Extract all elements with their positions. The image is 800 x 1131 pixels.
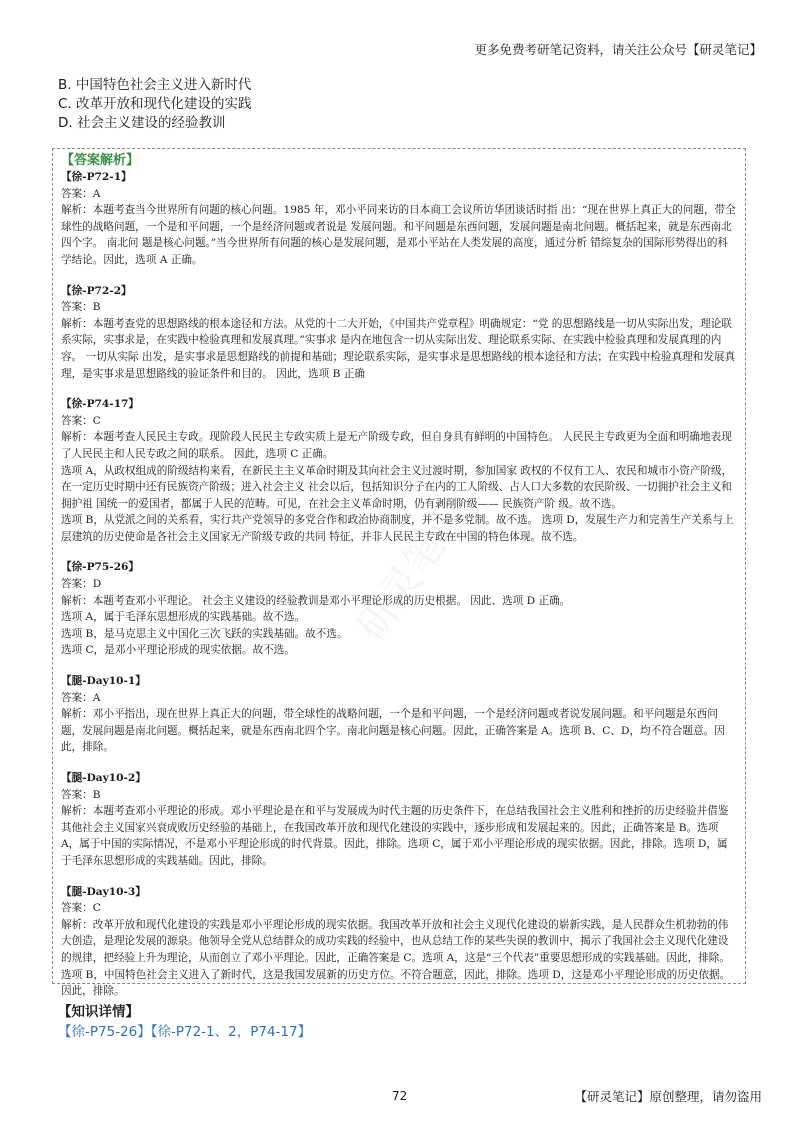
option-b: B. 中国特色社会主义进入新时代 xyxy=(58,77,252,93)
entry-tag: 【徐-P74-17】 xyxy=(61,398,140,411)
entry-paragraph: 选项 B，从党派之间的关系看，实行共产党领导的多党合作和政治协商制度，并不是多党制。故不选。 选项 D，发展生产力和完善生产关系与上层建筑的历史使命是各社会主义国家无产阶级专政的共同 特征，并非人民民主专政在中国的特色体现。故不选。 xyxy=(61,514,734,543)
entry-paragraph: 解析：邓小平指出，现在世界上真正大的问题，带全球性的战略问题，一个是和平问题，一个是经济问题或者说发展问题。和平问题是东西问题，发展问题是南北问题。概括起来，就是东西南北四个字。南北问题是核心问题。因此，正确答案是 A。选项 B、C、D，均不符合题意。因此，排除。 xyxy=(61,708,725,754)
entry-tag: 【腿-Day10-3】 xyxy=(61,885,146,898)
entry-tag: 【腿-Day10-1】 xyxy=(61,675,146,688)
entry-tag: 【徐-P72-2】 xyxy=(61,284,132,297)
entry-paragraph: 选项 A，从政权组成的阶级结构来看，在新民主主义革命时期及其向社会主义过渡时期，参加国家 政权的不仅有工人、农民和城市小资产阶级，在一定历史时期中还有民族资产阶级；进入社会主义 社会以后，包括知识分子在内的工人阶级、占人口大多数的农民阶级、一切拥护社会主义和拥护祖 国统一的爱国者，都属于人民的范畴。可见，在社会主义革命时期，仍有剥削阶级—— 民族资产阶 级。故不选。 xyxy=(61,464,733,510)
entry-paragraph: 选项 B，是马克思主义中国化三次飞跃的实践基础。故不选。 xyxy=(61,627,348,640)
entry-paragraph: 解析：本题考查人民民主专政。现阶段人民民主专政实质上是无产阶级专政，但自身具有鲜明的中国特色。 人民民主专政更为全面和明确地表现了人民民主和人民专政之间的联系。 因此，选项 C 正确。 xyxy=(61,431,732,460)
knowledge-section xyxy=(58,1003,311,1042)
analysis-entry xyxy=(61,673,737,756)
entry-paragraph: 解析：改革开放和现代化建设的实践是邓小平理论形成的现实依据。我国改革开放和社会主义现代化建设的崭新实践，是人民群众生机勃勃的伟大创造，是理论发展的源泉。他领导全党从总结群众的成功实践的经验中，也从总结工作的某些失误的教训中，揭示了我国社会主义现代化建设的规律，把经验上升为理论，从而创立了邓小平理论。因此，正确答案是 C。选项 A，这是“三个代表”重要思想形成的实践基础。因此，排除。选项 B，中国特色社会主义进入了新时代，这是我国发展新的历史方位。不符合题意，因此，排除。选项 D，这是邓小平理论形成的历史依据。因此，排除。 xyxy=(61,918,731,998)
entry-answer: 答案：B xyxy=(61,788,101,801)
entry-answer: 答案：A xyxy=(61,187,101,200)
option-c: C. 改革开放和现代化建设的实践 xyxy=(58,96,252,112)
entry-paragraph: 选项 A，属于毛泽东思想形成的实践基础。故不选。 xyxy=(61,611,306,624)
entry-tag: 【徐-P75-26】 xyxy=(61,561,140,574)
entry-paragraph: 选项 C，是邓小平理论形成的现实依据。故不选。 xyxy=(61,644,295,657)
entry-answer: 答案：C xyxy=(61,902,101,915)
analysis-entry xyxy=(61,884,737,1000)
analysis-entry xyxy=(61,396,737,545)
knowledge-title: 【知识详情】 xyxy=(58,1004,139,1020)
entry-tag: 【腿-Day10-2】 xyxy=(61,772,146,784)
knowledge-links[interactable]: 【徐-P75-26】【徐-P72-1、2，P74-17】 xyxy=(58,1024,312,1040)
entry-answer: 答案：D xyxy=(61,578,102,591)
entry-paragraph: 解析：本题考查当今世界所有问题的核心问题。1985 年，邓小平同来访的日本商工会议所访华团谈话时指 出：“现在世界上真正大的问题，带全球性的战略问题，一个是和平问题，一个是经济问题或者说是 发展问题。和平问题是东西问题，发展问题是南北问题。概括起来，就是东西南北四个字。 南北问 题是核心问题。”当今世界所有问题的核心是发展问题，是邓小平站在人类发展的高度，通过分析 错综复杂的国际形势得出的科学结论。因此，选项 A 正确。 xyxy=(61,204,736,266)
entry-paragraph: 解析：本题考查党的思想路线的根本途径和方法。从党的十二大开始，《中国共产党章程》明确规定：“党 的思想路线是一切从实际出发，理论联系实际，实事求是，在实践中检验真理和发展真理。”实事求 是内在地包含一切从实际出发、理论联系实际、在实践中检验真理和发展真理的内容。 一切从实际 出发，是实事求是思想路线的前提和基础；理论联系实际，是实事求是思想路线的根本途径和方法；在实践中检验真理和发展真理，是实事求是思想路线的验证条件和目的。 因此，选项 B 正确 xyxy=(61,317,736,380)
analysis-entry xyxy=(61,169,737,269)
analysis-entry xyxy=(61,283,737,383)
option-d: D. 社会主义建设的经验教训 xyxy=(58,115,226,131)
answer-options xyxy=(58,76,252,133)
header-note: 更多免费考研笔记资料，请关注公众号【研灵笔记】 xyxy=(474,42,762,57)
entry-paragraph: 解析：本题考查邓小平理论。 社会主义建设的经验教训是邓小平理论形成的历史根据。 因此、选项 D 正确。 xyxy=(61,594,571,607)
entry-answer: 答案：C xyxy=(61,414,101,427)
entry-answer: 答案：A xyxy=(61,691,101,704)
entry-answer: 答案：B xyxy=(61,301,101,314)
analysis-entry xyxy=(61,770,737,870)
entry-paragraph: 解析：本题考查邓小平理论的形成。邓小平理论是在和平与发展成为时代主题的历史条件下，在总结我国社会主义胜利和挫折的历史经验并借鉴其他社会主义国家兴衰成败历史经验的基础上，在我国改革开放和现代化建设的实践中，逐步形成和发展起来的。因此，正确答案是 B。选项 A，属于中国的实际情况，不是邓小平理论形成的时代背景。因此，排除。选项 C，属于邓小平理论形成的现实依据。因此，排除。选项 D，属于毛泽东思想形成的实践基础。因此，排除。 xyxy=(61,805,729,867)
answer-analysis-title: 【答案解析】 xyxy=(61,153,140,168)
footer-note: 【研灵笔记】原创整理，请勿盗用 xyxy=(574,1089,762,1104)
entry-tag: 【徐-P72-1】 xyxy=(61,171,132,183)
page-number: 72 xyxy=(392,1089,408,1103)
